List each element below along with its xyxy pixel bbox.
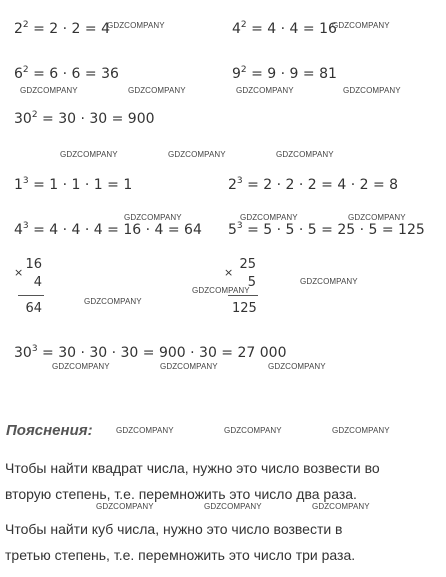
formula-square-2: $2^2 = 2 \cdot 2 = 4$ — [14, 20, 110, 37]
watermark: GDZCOMPANY — [348, 213, 406, 222]
watermark: GDZCOMPANY — [116, 426, 174, 435]
watermark: GDZCOMPANY — [128, 86, 186, 95]
watermark: GDZCOMPANY — [236, 86, 294, 95]
column-result: 125 — [232, 301, 257, 316]
formula-cube-30: $30^3 = 30 \cdot 30 \cdot 30 = 900 \cdot 30 = 27$ 000 — [14, 344, 287, 361]
watermark: GDZCOMPANY — [20, 86, 78, 95]
watermark: GDZCOMPANY — [84, 297, 142, 306]
watermark: GDZCOMPANY — [60, 150, 118, 159]
watermark: GDZCOMPANY — [96, 502, 154, 511]
watermark: GDZCOMPANY — [204, 502, 262, 511]
watermark: GDZCOMPANY — [268, 362, 326, 371]
watermark: GDZCOMPANY — [52, 362, 110, 371]
watermark: GDZCOMPANY — [300, 277, 358, 286]
watermark: GDZCOMPANY — [160, 362, 218, 371]
column-multiplication-16x4 — [14, 257, 42, 320]
column-top-operand: 25 — [239, 257, 256, 272]
formula-square-4: $4^2 = 4 \cdot 4 = 16$ — [232, 20, 337, 37]
column-rule — [228, 295, 258, 296]
watermark: GDZCOMPANY — [332, 21, 390, 30]
column-top-operand: 16 — [25, 257, 42, 272]
watermark: GDZCOMPANY — [124, 213, 182, 222]
watermark: GDZCOMPANY — [312, 502, 370, 511]
column-bottom-operand: 4 — [33, 275, 42, 290]
watermark: GDZCOMPANY — [276, 150, 334, 159]
explanation-line-1: Чтобы найти квадрат числа, нужно это число возвести во — [5, 460, 380, 476]
multiply-sign: × — [224, 266, 234, 279]
watermark: GDZCOMPANY — [107, 21, 165, 30]
watermark: GDZCOMPANY — [192, 286, 250, 295]
formula-cube-5: $5^3 = 5 \cdot 5 \cdot 5 = 25 \cdot 5 = 125$ — [228, 221, 425, 238]
watermark: GDZCOMPANY — [240, 213, 298, 222]
formula-square-30: $30^2 = 30 \cdot 30 = 900$ — [14, 110, 155, 127]
column-result: 64 — [25, 301, 42, 316]
watermark: GDZCOMPANY — [343, 86, 401, 95]
column-bottom-operand: 5 — [247, 275, 256, 290]
explanation-line-2: вторую степень, т.е. перемножить это число два раза. — [5, 486, 357, 502]
formula-cube-4: $4^3 = 4 \cdot 4 \cdot 4 = 16 \cdot 4 = 64$ — [14, 221, 202, 238]
watermark: GDZCOMPANY — [168, 150, 226, 159]
watermark: GDZCOMPANY — [224, 426, 282, 435]
explanation-line-4: третью степень, т.е. перемножить это число три раза. — [5, 547, 356, 563]
column-rule — [18, 295, 44, 296]
watermark: GDZCOMPANY — [332, 426, 390, 435]
formula-cube-1: $1^3 = 1 \cdot 1 \cdot 1 = 1$ — [14, 176, 133, 193]
multiply-sign: × — [14, 266, 24, 279]
formula-square-9: $9^2 = 9 \cdot 9 = 81$ — [232, 65, 337, 82]
explanation-heading: Пояснения: — [6, 422, 93, 439]
explanation-line-3: Чтобы найти куб числа, нужно это число возвести в — [5, 521, 343, 537]
formula-cube-2: $2^3 = 2 \cdot 2 \cdot 2 = 4 \cdot 2 = 8$ — [228, 176, 399, 193]
formula-square-6: $6^2 = 6 \cdot 6 = 36$ — [14, 65, 119, 82]
